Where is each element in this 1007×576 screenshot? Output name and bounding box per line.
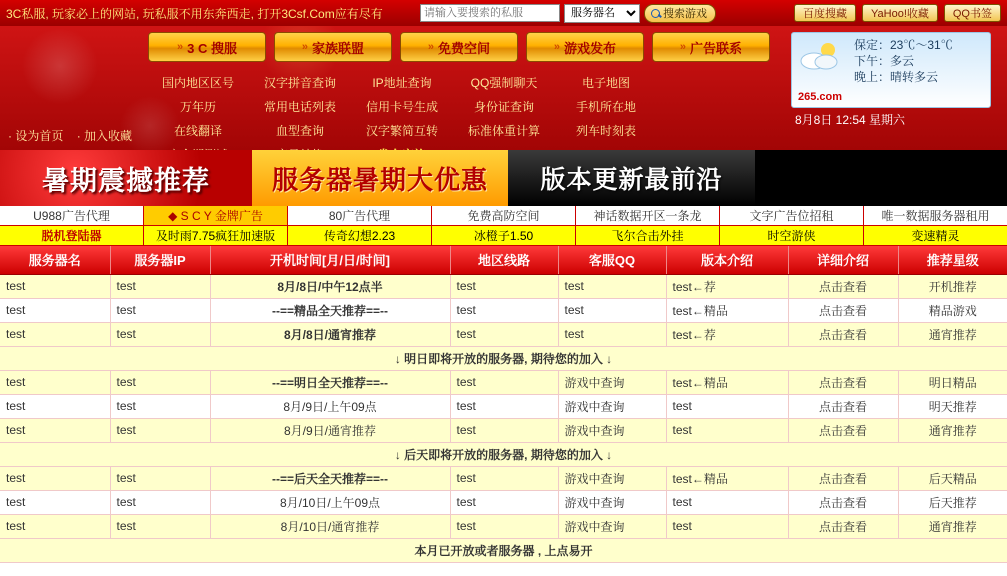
cell-open-time: 8月/10日/通宵推荐 [210, 514, 450, 538]
ad-link[interactable]: 神话数据开区一条龙 [576, 206, 720, 225]
cell-star-rating: 通宵推荐 [898, 514, 1007, 538]
tool-link[interactable]: IP地址查询 [372, 75, 432, 90]
chevron-right-icon: » [679, 41, 687, 53]
cell-server-ip: test [110, 274, 210, 298]
cell-star-rating: 明天推荐 [898, 394, 1007, 418]
site-marquee-text: 3C私服, 玩家必上的网站, 玩私服不用东奔西走, 打开3Csf.Com应有尽有 [6, 6, 383, 21]
tool-link[interactable]: 信用卡号生成 [365, 99, 438, 114]
cell-server-ip: test [110, 322, 210, 346]
ad-text-row-2 [0, 226, 1007, 246]
col-header-server-name[interactable]: 服务器名 [0, 246, 110, 274]
cell-open-time: 8月/9日/上午09点 [210, 394, 450, 418]
promo-banner-summer-recommend[interactable] [0, 150, 252, 206]
search-icon [651, 9, 660, 18]
cell-star-rating: 后天推荐 [898, 490, 1007, 514]
cell-version-intro: test←荐 [666, 322, 788, 346]
ad-link[interactable]: 唯一数据服务器租用 [864, 206, 1007, 225]
cell-region-line: test [450, 394, 558, 418]
cell-server-ip: test [110, 418, 210, 442]
section-divider-this-month [0, 538, 1007, 562]
qq-bookmark-button[interactable]: QQ书签 [944, 4, 1001, 22]
nav-tab-free-space[interactable] [400, 32, 518, 62]
nav-tab-label: 免费空间 [438, 40, 491, 56]
col-header-region-line[interactable]: 地区线路 [450, 246, 558, 274]
cell-star-rating: 通宵推荐 [898, 322, 1007, 346]
table-row[interactable] [0, 370, 1007, 394]
cloudy-weather-icon [798, 41, 844, 71]
table-row[interactable] [0, 322, 1007, 346]
weather-lines [854, 37, 984, 85]
col-header-open-time[interactable]: 开机时间[月/日/时间] [210, 246, 450, 274]
table-row[interactable] [0, 394, 1007, 418]
header-nav-area [140, 26, 791, 150]
cell-open-time: --==精品全天推荐==-- [210, 298, 450, 322]
cell-detail-link[interactable]: 点击查看 [788, 322, 898, 346]
search-area [420, 4, 794, 23]
tool-link[interactable]: 身份证查询 [473, 99, 534, 114]
cell-region-line: test [450, 370, 558, 394]
table-header-row [0, 246, 1007, 274]
cell-detail-link[interactable]: 点击查看 [788, 514, 898, 538]
cell-server-name[interactable]: test [0, 370, 110, 394]
tool-link[interactable]: 血型查询 [275, 123, 324, 138]
nav-tab-label: 家族联盟 [312, 40, 365, 56]
col-header-server-ip[interactable]: 服务器IP [110, 246, 210, 274]
col-header-service-qq[interactable]: 客服QQ [558, 246, 666, 274]
cell-server-name[interactable]: test [0, 274, 110, 298]
search-button-label: 搜索游戏 [663, 8, 707, 20]
nav-tab-family-alliance[interactable] [274, 32, 392, 62]
cell-detail-link[interactable]: 点击查看 [788, 418, 898, 442]
cell-server-name[interactable]: test [0, 394, 110, 418]
baidu-favorite-button[interactable]: 百度搜藏 [794, 4, 856, 22]
section-divider-label: 本月已开放或者服务器 , 上点易开 [0, 538, 1007, 562]
section-divider-day-after [0, 442, 1007, 466]
top-search-bar [0, 0, 1007, 26]
tool-link[interactable]: 汉字拼音查询 [263, 75, 336, 90]
cell-detail-link[interactable]: 点击查看 [788, 490, 898, 514]
cell-service-qq[interactable]: test [558, 274, 666, 298]
cell-star-rating: 后天精品 [898, 466, 1007, 490]
cell-region-line: test [450, 322, 558, 346]
nav-tab-label: 游戏发布 [564, 40, 617, 56]
cell-server-name[interactable]: test [0, 514, 110, 538]
cell-open-time: --==后天全天推荐==-- [210, 466, 450, 490]
promo-banner-empty[interactable] [755, 150, 1007, 206]
cell-version-intro: test←精品 [666, 466, 788, 490]
tool-link[interactable]: 在线翻译 [173, 123, 222, 138]
cell-version-intro: test [666, 514, 788, 538]
cell-service-qq[interactable]: 游戏中查询 [558, 466, 666, 490]
col-header-version-intro[interactable]: 版本介绍 [666, 246, 788, 274]
ad-link[interactable]: 及时雨7.75疯狂加速版 [144, 226, 288, 245]
ad-link[interactable]: U988广告代理 [0, 206, 144, 225]
weather-brand-label: 265.com [798, 91, 843, 103]
cell-service-qq[interactable]: test [558, 322, 666, 346]
ad-link[interactable]: 传奇幻想2.23 [288, 226, 432, 245]
cell-version-intro: test [666, 490, 788, 514]
set-homepage-link[interactable]: · 设为首页 [8, 129, 64, 143]
main-nav [140, 32, 791, 62]
cell-region-line: test [450, 418, 558, 442]
section-divider-tomorrow [0, 346, 1007, 370]
cell-server-name[interactable]: test [0, 298, 110, 322]
promo-banner-text: 版本更新最前沿 [540, 166, 723, 194]
cell-service-qq[interactable]: 游戏中查询 [558, 370, 666, 394]
table-row[interactable] [0, 490, 1007, 514]
chevron-right-icon: » [301, 41, 309, 53]
promo-banner-text: 暑期震撼推荐 [42, 165, 210, 196]
nav-tab-label: 3 C 搜服 [187, 40, 237, 56]
ad-link[interactable]: 文字广告位招租 [720, 206, 864, 225]
cell-star-rating: 精品游戏 [898, 298, 1007, 322]
cell-open-time: 8月/9日/通宵推荐 [210, 418, 450, 442]
tool-link[interactable]: 列车时刻表 [575, 123, 636, 138]
chevron-right-icon: » [177, 41, 184, 53]
cell-region-line: test [450, 514, 558, 538]
cell-star-rating: 通宵推荐 [898, 418, 1007, 442]
cell-detail-link[interactable]: 点击查看 [788, 466, 898, 490]
section-divider-label: ↓ 后天即将开放的服务器, 期待您的加入 ↓ [0, 442, 1007, 466]
bookmark-links [794, 4, 1007, 22]
ad-link[interactable]: 时空游侠 [720, 226, 864, 245]
cell-server-ip: test [110, 370, 210, 394]
nav-tab-label: 广告联系 [690, 40, 743, 56]
tool-link[interactable]: 万年历 [179, 99, 216, 114]
promo-banner-version-update[interactable] [508, 150, 755, 206]
cell-service-qq[interactable]: test [558, 298, 666, 322]
table-body [0, 274, 1007, 562]
nav-tab-game-publish[interactable] [526, 32, 644, 62]
ad-link[interactable]: 80广告代理 [288, 206, 432, 225]
ad-link[interactable]: 飞尔合击外挂 [576, 226, 720, 245]
cell-server-ip: test [110, 466, 210, 490]
tool-link[interactable]: 手机所在地 [575, 99, 636, 114]
weather-widget [791, 26, 1007, 150]
cell-version-intro: test←精品 [666, 370, 788, 394]
search-scope-select[interactable] [564, 4, 640, 23]
tool-link[interactable]: QQ强制聊天 [470, 75, 538, 90]
cell-server-name[interactable]: test [0, 466, 110, 490]
weather-evening: 晚上：晴转多云 [854, 70, 939, 84]
promo-banner-server-discount[interactable] [252, 150, 508, 206]
table-row[interactable] [0, 274, 1007, 298]
cell-detail-link[interactable]: 点击查看 [788, 394, 898, 418]
tool-link[interactable]: 常用电话列表 [263, 99, 336, 114]
search-input[interactable] [420, 4, 560, 22]
cell-star-rating: 开机推荐 [898, 274, 1007, 298]
promo-banner-row [0, 150, 1007, 206]
ad-text-row-1 [0, 206, 1007, 226]
cell-region-line: test [450, 298, 558, 322]
cell-region-line: test [450, 274, 558, 298]
cell-region-line: test [450, 490, 558, 514]
header-logo-area [0, 26, 140, 150]
cell-server-ip: test [110, 298, 210, 322]
add-favorite-link[interactable]: · 加入收藏 [76, 129, 133, 143]
cell-server-ip: test [110, 394, 210, 418]
cell-version-intro: test←精品 [666, 298, 788, 322]
table-row[interactable] [0, 466, 1007, 490]
chevron-right-icon: » [427, 41, 435, 53]
cell-service-qq[interactable]: 游戏中查询 [558, 514, 666, 538]
search-game-button[interactable] [644, 4, 716, 23]
cell-open-time: 8月/10日/上午09点 [210, 490, 450, 514]
site-header [0, 26, 1007, 150]
cell-region-line: test [450, 466, 558, 490]
weather-afternoon: 下午：多云 [854, 54, 915, 68]
cell-detail-link[interactable]: 点击查看 [788, 298, 898, 322]
cell-server-ip: test [110, 490, 210, 514]
cell-detail-link[interactable]: 点击查看 [788, 370, 898, 394]
ad-link[interactable]: 脱机登陆器 [0, 226, 144, 245]
current-date-label: 8月8日 12:54 星期六 [795, 113, 906, 127]
ad-link[interactable]: 变速精灵 [864, 226, 1007, 245]
table-row[interactable] [0, 418, 1007, 442]
cell-version-intro: test [666, 394, 788, 418]
cell-service-qq[interactable]: 游戏中查询 [558, 394, 666, 418]
nav-tab-search-servers[interactable] [148, 32, 266, 62]
col-header-detail[interactable]: 详细介绍 [788, 246, 898, 274]
ad-link[interactable]: ◆ S C Y 金牌广告 [144, 206, 288, 225]
table-row[interactable] [0, 514, 1007, 538]
cell-version-intro: test [666, 418, 788, 442]
section-divider-label: ↓ 明日即将开放的服务器, 期待您的加入 ↓ [0, 346, 1007, 370]
cell-detail-link[interactable]: 点击查看 [788, 274, 898, 298]
tool-link[interactable]: 标准体重计算 [467, 123, 540, 138]
tool-link[interactable]: 电子地图 [581, 75, 630, 90]
cell-version-intro: test←荐 [666, 274, 788, 298]
ad-link[interactable]: 免费高防空间 [432, 206, 576, 225]
cell-service-qq[interactable]: 游戏中查询 [558, 418, 666, 442]
chevron-right-icon: » [553, 41, 561, 53]
cell-open-time: --==明日全天推荐==-- [210, 370, 450, 394]
cell-star-rating: 明日精品 [898, 370, 1007, 394]
cell-open-time: 8月/8日/中午12点半 [210, 274, 450, 298]
weather-box [791, 32, 991, 108]
table-row[interactable] [0, 298, 1007, 322]
tool-link[interactable]: 汉字繁简互转 [365, 123, 438, 138]
col-header-star-rating[interactable]: 推荐星级 [898, 246, 1007, 274]
promo-banner-text: 服务器暑期大优惠 [271, 164, 488, 195]
server-list-table [0, 246, 1007, 563]
header-utility-links [8, 127, 132, 144]
cell-server-name[interactable]: test [0, 418, 110, 442]
cell-server-name[interactable]: test [0, 490, 110, 514]
yahoo-favorite-button[interactable]: YaHoo!收藏 [862, 4, 938, 22]
cell-server-ip: test [110, 514, 210, 538]
cell-server-name[interactable]: test [0, 322, 110, 346]
tool-link[interactable]: 国内地区区号 [161, 75, 234, 90]
cell-open-time: 8月/8日/通宵推荐 [210, 322, 450, 346]
weather-city-temp: 保定：23℃～31℃ [854, 38, 953, 52]
cell-service-qq[interactable]: 游戏中查询 [558, 490, 666, 514]
nav-tab-ad-contact[interactable] [652, 32, 770, 62]
ad-link[interactable]: 冰橙子1.50 [432, 226, 576, 245]
